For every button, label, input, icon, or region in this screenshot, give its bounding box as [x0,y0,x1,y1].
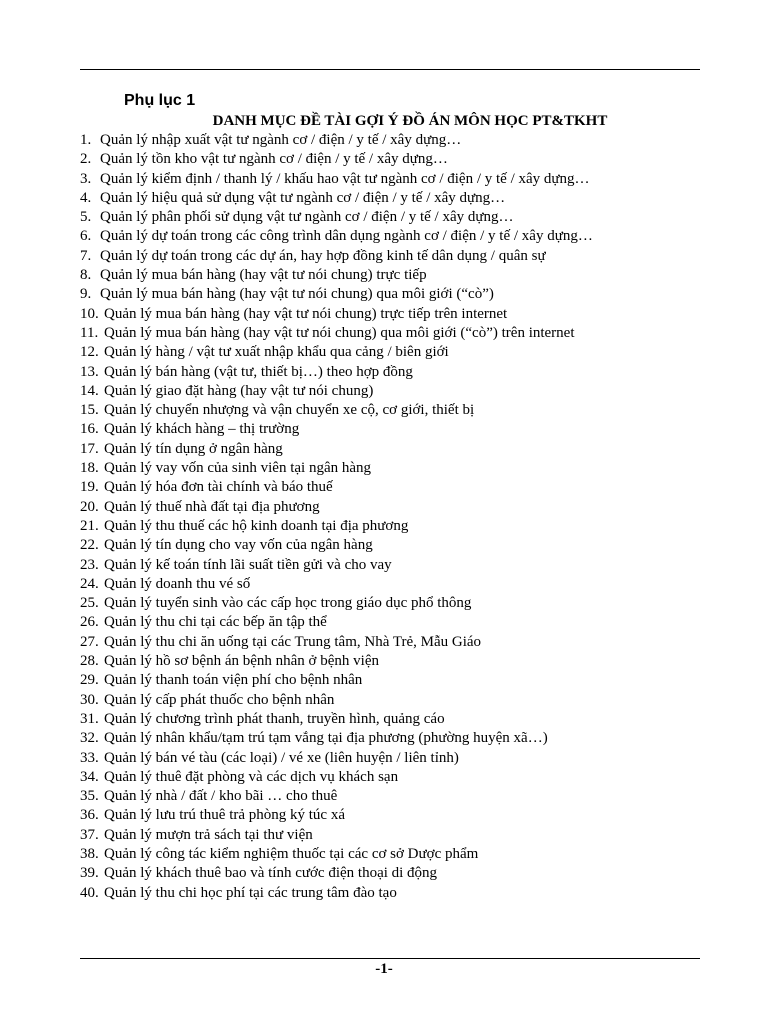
list-item-number: 3. [80,170,92,187]
list-item-text: Quản lý thuế nhà đất tại địa phương [104,498,320,515]
list-item [80,845,593,864]
list-item [80,710,593,729]
list-item [80,556,593,575]
list-item-number: 23. [80,556,99,573]
footer-rule [80,958,700,959]
list-item-text: Quản lý hiệu quả sử dụng vật tư ngành cơ / điện / y tế / xây dựng… [100,189,506,206]
list-item-text: Quản lý kiểm định / thanh lý / khấu hao vật tư ngành cơ / điện / y tế / xây dựng… [100,170,590,187]
list-item-text: Quản lý vay vốn của sinh viên tại ngân hàng [104,460,372,477]
list-item-text: Quản lý kế toán tính lãi suất tiền gửi và cho vay [104,556,392,573]
list-item [80,131,593,150]
list-item-number: 2. [80,151,92,168]
list-item-text: Quản lý nhà / đất / kho bãi … cho thuê [104,788,338,805]
list-item [80,459,593,478]
list-item-number: 13. [80,363,99,380]
list-item-number: 26. [80,614,99,631]
list-item [80,343,593,362]
list-item-number: 31. [80,710,99,727]
list-item [80,401,593,420]
list-item-text: Quản lý thuê đặt phòng và các dịch vụ khách sạn [104,768,399,785]
list-item-text: Quản lý nhân khẩu/tạm trú tạm vắng tại địa phương (phường huyện xã…) [104,730,548,747]
list-item-number: 34. [80,768,99,785]
list-item-text: Quản lý doanh thu vé số [104,575,251,592]
list-item [80,382,593,401]
list-item-text: Quản lý hồ sơ bệnh án bệnh nhân ở bệnh viện [104,653,379,670]
list-item [80,266,593,285]
list-item [80,787,593,806]
list-item-number: 36. [80,807,99,824]
list-item-text: Quản lý chuyển nhượng và vận chuyển xe cộ, cơ giới, thiết bị [104,402,475,419]
list-item [80,305,593,324]
list-item [80,227,593,246]
list-item-number: 12. [80,344,99,361]
list-item [80,613,593,632]
list-item-number: 8. [80,267,92,284]
list-item [80,517,593,536]
list-item-number: 40. [80,884,99,901]
list-item-number: 18. [80,460,99,477]
list-item-text: Quản lý mượn trả sách tại thư viện [104,826,313,843]
list-item-text: Quản lý mua bán hàng (hay vật tư nói chung) trực tiếp [100,267,427,284]
list-item-text: Quản lý mua bán hàng (hay vật tư nói chung) trực tiếp trên internet [104,305,508,322]
list-item [80,189,593,208]
list-item [80,363,593,382]
list-item [80,729,593,748]
list-item [80,420,593,439]
list-item-number: 29. [80,672,99,689]
list-item [80,826,593,845]
list-item-number: 21. [80,517,99,534]
list-item-number: 33. [80,749,99,766]
list-item [80,594,593,613]
document-title: DANH MỤC ĐỀ TÀI GỢI Ý ĐỒ ÁN MÔN HỌC PT&TKHT [212,113,608,129]
list-item [80,864,593,883]
list-item [80,247,593,266]
list-item-number: 15. [80,402,99,419]
list-item [80,208,593,227]
list-item-number: 24. [80,575,99,592]
list-item-text: Quản lý tín dụng ở ngân hàng [104,440,283,457]
list-item-number: 37. [80,826,99,843]
list-item-number: 5. [80,209,92,226]
appendix-label: Phụ lục 1 [124,92,196,109]
list-item-text: Quản lý cấp phát thuốc cho bệnh nhân [104,691,335,708]
list-item-text: Quản lý nhập xuất vật tư ngành cơ / điện / y tế / xây dựng… [100,132,462,148]
list-item [80,170,593,189]
list-item [80,768,593,787]
list-item-text: Quản lý thu chi ăn uống tại các Trung tâm, Nhà Trẻ, Mẫu Giáo [104,633,482,650]
list-item-number: 32. [80,730,99,747]
list-item-text: Quản lý khách hàng – thị trường [104,421,300,438]
list-item-text: Quản lý thu chi học phí tại các trung tâm đào tạo [104,884,397,901]
list-item-text: Quản lý bán hàng (vật tư, thiết bị…) theo hợp đồng [104,363,413,380]
list-item-number: 7. [80,247,92,264]
list-item [80,324,593,343]
list-item-text: Quản lý khách thuê bao và tính cước điện thoại di động [104,865,438,882]
list-item-text: Quản lý lưu trú thuê trả phòng ký túc xá [104,807,345,824]
list-item-text: Quản lý bán vé tàu (các loại) / vé xe (liên huyện / liên tỉnh) [104,749,459,766]
list-item [80,575,593,594]
list-item-text: Quản lý tuyển sinh vào các cấp học trong giáo dục phổ thông [104,595,472,612]
list-item-number: 17. [80,440,99,457]
list-item [80,498,593,517]
list-item-text: Quản lý giao đặt hàng (hay vật tư nói chung) [104,382,374,399]
list-item-number: 39. [80,865,99,882]
list-item-text: Quản lý mua bán hàng (hay vật tư nói chung) qua môi giới (“cò”) trên internet [104,324,575,341]
list-item-text: Quản lý chương trình phát thanh, truyền hình, quảng cáo [104,710,445,727]
list-item-number: 22. [80,537,99,554]
list-item-number: 27. [80,633,99,650]
list-item-text: Quản lý hàng / vật tư xuất nhập khẩu qua cảng / biên giới [104,344,449,361]
list-item-text: Quản lý công tác kiểm nghiệm thuốc tại các cơ sở Dược phẩm [104,845,479,862]
list-item [80,285,593,304]
list-item-number: 9. [80,286,92,303]
list-item-text: Quản lý thanh toán viện phí cho bệnh nhân [104,672,363,689]
list-item [80,150,593,169]
list-item [80,536,593,555]
list-item-number: 1. [80,132,92,148]
list-item-text: Quản lý mua bán hàng (hay vật tư nói chung) qua môi giới (“cò”) [100,286,494,303]
list-item-number: 11. [80,324,99,341]
list-item [80,884,593,903]
list-item [80,478,593,497]
list-item-number: 28. [80,653,99,670]
list-item-number: 25. [80,595,99,612]
list-item-number: 19. [80,479,99,496]
list-item [80,440,593,459]
list-item [80,652,593,671]
list-item-number: 30. [80,691,99,708]
header-rule [80,69,700,70]
list-item-text: Quản lý tín dụng cho vay vốn của ngân hàng [104,537,373,554]
list-item [80,749,593,768]
list-item [80,691,593,710]
list-item [80,633,593,652]
list-item-number: 6. [80,228,92,245]
list-item-text: Quản lý dự toán trong các công trình dân dụng ngành cơ / điện / y tế / xây dựng… [100,228,593,245]
list-item [80,671,593,690]
list-item-number: 35. [80,788,99,805]
list-item-text: Quản lý hóa đơn tài chính và báo thuế [104,479,333,496]
list-item-number: 20. [80,498,99,515]
topic-list [80,131,593,903]
list-item-text: Quản lý thu chi tại các bếp ăn tập thể [104,614,327,631]
list-item-text: Quản lý thu thuế các hộ kinh doanh tại địa phương [104,517,409,534]
list-item-text: Quản lý phân phối sử dụng vật tư ngành cơ / điện / y tế / xây dựng… [100,209,514,226]
list-item-text: Quản lý dự toán trong các dự án, hay hợp đồng kinh tế dân dụng / quân sự [100,247,546,264]
list-item-number: 16. [80,421,99,438]
list-item-number: 10. [80,305,99,322]
list-item [80,806,593,825]
page-number: -1- [375,961,393,977]
list-item-text: Quản lý tồn kho vật tư ngành cơ / điện / y tế / xây dựng… [100,151,448,168]
list-item-number: 4. [80,189,92,206]
list-item-number: 38. [80,845,99,862]
list-item-number: 14. [80,382,99,399]
